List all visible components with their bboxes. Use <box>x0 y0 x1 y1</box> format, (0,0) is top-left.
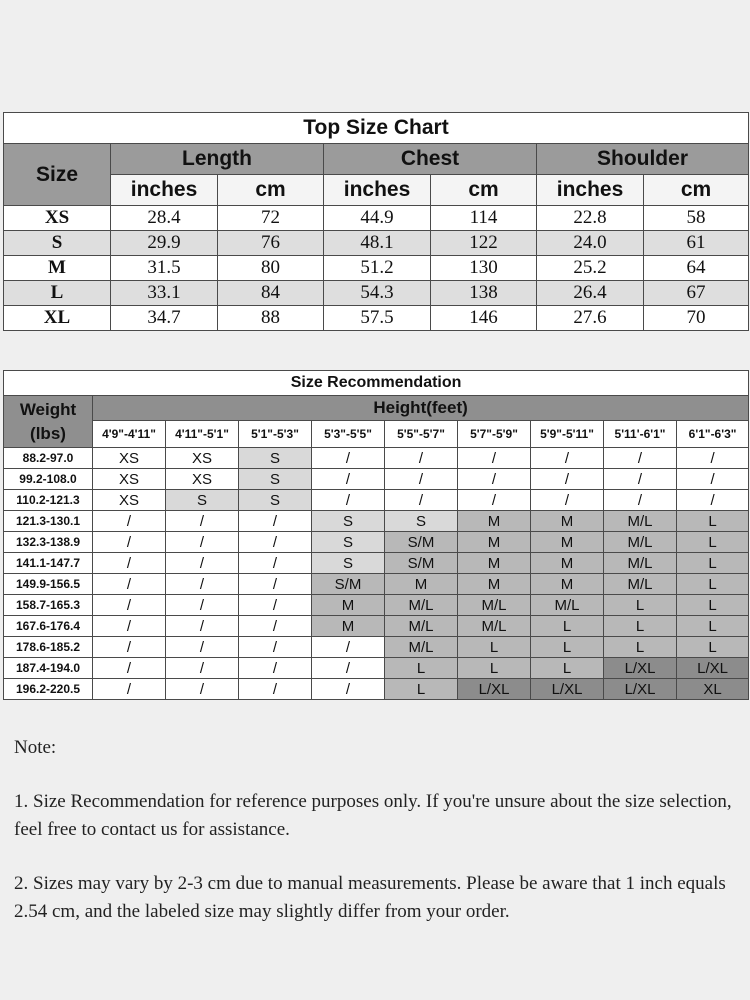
size-label: XS <box>4 206 111 231</box>
shoulder-header: Shoulder <box>537 144 749 175</box>
measurement-cell: 61 <box>644 231 749 256</box>
table-row <box>4 532 749 553</box>
height-header: Height(feet) <box>93 396 749 421</box>
recommended-size-cell: S/M <box>385 532 458 553</box>
recommended-size-cell: / <box>385 490 458 511</box>
recommended-size-cell: L <box>604 637 677 658</box>
table-row <box>4 574 749 595</box>
recommended-size-cell: L <box>677 637 749 658</box>
note-title: Note: <box>14 737 57 758</box>
size-header: Size <box>4 144 111 206</box>
recommended-size-cell: S <box>312 553 385 574</box>
recommended-size-cell: L <box>677 616 749 637</box>
recommended-size-cell: S <box>239 490 312 511</box>
weight-label: 178.6-185.2 <box>4 637 93 658</box>
measurement-cell: 54.3 <box>324 281 431 306</box>
measurement-cell: 29.9 <box>111 231 218 256</box>
weight-label: 187.4-194.0 <box>4 658 93 679</box>
height-column-header: 5'1"-5'3" <box>239 421 312 448</box>
weight-label: 88.2-97.0 <box>4 448 93 469</box>
recommended-size-cell: / <box>604 490 677 511</box>
height-column-header: 4'11"-5'1" <box>166 421 239 448</box>
recommended-size-cell: / <box>239 616 312 637</box>
table-row <box>4 637 749 658</box>
recommended-size-cell: M <box>385 574 458 595</box>
recommended-size-cell: L <box>677 553 749 574</box>
recommended-size-cell: / <box>166 679 239 700</box>
recommended-size-cell: M/L <box>604 511 677 532</box>
recommended-size-cell: / <box>677 448 749 469</box>
table-row <box>4 658 749 679</box>
recommended-size-cell: M/L <box>385 595 458 616</box>
measurement-cell: 25.2 <box>537 256 644 281</box>
recommended-size-cell: S <box>385 511 458 532</box>
table-row <box>4 231 749 256</box>
height-column-header: 5'11'-6'1" <box>604 421 677 448</box>
recommended-size-cell: / <box>312 679 385 700</box>
height-column-header: 5'3"-5'5" <box>312 421 385 448</box>
weight-label: 99.2-108.0 <box>4 469 93 490</box>
unit-header: cm <box>218 175 324 206</box>
table-row <box>4 256 749 281</box>
weight-label: 141.1-147.7 <box>4 553 93 574</box>
recommended-size-cell: XS <box>93 490 166 511</box>
recommended-size-cell: / <box>312 469 385 490</box>
measurement-cell: 27.6 <box>537 306 644 331</box>
recommended-size-cell: / <box>166 574 239 595</box>
measurement-cell: 31.5 <box>111 256 218 281</box>
recommended-size-cell: / <box>458 469 531 490</box>
recommended-size-cell: / <box>93 679 166 700</box>
table-row <box>4 616 749 637</box>
recommended-size-cell: L/XL <box>677 658 749 679</box>
recommended-size-cell: / <box>239 532 312 553</box>
recommended-size-cell: M <box>458 574 531 595</box>
recommended-size-cell: L <box>385 658 458 679</box>
recommendation-title: Size Recommendation <box>4 371 749 396</box>
length-header: Length <box>111 144 324 175</box>
recommended-size-cell: / <box>93 574 166 595</box>
recommended-size-cell: / <box>166 637 239 658</box>
recommended-size-cell: M/L <box>604 553 677 574</box>
table-row <box>4 306 749 331</box>
recommended-size-cell: / <box>93 532 166 553</box>
measurement-cell: 26.4 <box>537 281 644 306</box>
weight-label: 196.2-220.5 <box>4 679 93 700</box>
recommended-size-cell: / <box>531 469 604 490</box>
recommended-size-cell: M <box>531 574 604 595</box>
recommended-size-cell: L <box>531 637 604 658</box>
note-2: 2. Sizes may vary by 2-3 cm due to manual measurements. Please be aware that 1 inch equals 2.54 cm, and the labeled size may slightly differ from your order. <box>14 873 726 922</box>
recommended-size-cell: M/L <box>458 616 531 637</box>
measurement-cell: 33.1 <box>111 281 218 306</box>
recommended-size-cell: M <box>312 616 385 637</box>
size-label: L <box>4 281 111 306</box>
recommended-size-cell: L <box>385 679 458 700</box>
table-row <box>4 595 749 616</box>
recommended-size-cell: L <box>458 637 531 658</box>
recommended-size-cell: L <box>604 616 677 637</box>
recommended-size-cell: M/L <box>604 574 677 595</box>
unit-header: inches <box>111 175 218 206</box>
recommended-size-cell: M/L <box>458 595 531 616</box>
measurement-cell: 72 <box>218 206 324 231</box>
recommended-size-cell: XS <box>93 469 166 490</box>
recommended-size-cell: XS <box>93 448 166 469</box>
chest-header: Chest <box>324 144 537 175</box>
table-row <box>4 448 749 469</box>
weight-header <box>4 396 93 448</box>
top-size-chart <box>3 112 749 331</box>
height-column-header: 4'9"-4'11" <box>93 421 166 448</box>
measurement-cell: 24.0 <box>537 231 644 256</box>
measurement-cell: 80 <box>218 256 324 281</box>
recommended-size-cell: L/XL <box>531 679 604 700</box>
unit-header: inches <box>537 175 644 206</box>
weight-label: 110.2-121.3 <box>4 490 93 511</box>
recommended-size-cell: / <box>93 637 166 658</box>
weight-label: 132.3-138.9 <box>4 532 93 553</box>
recommended-size-cell: / <box>93 658 166 679</box>
recommended-size-cell: M <box>458 553 531 574</box>
table-row <box>4 511 749 532</box>
recommended-size-cell: / <box>166 658 239 679</box>
recommended-size-cell: S <box>239 448 312 469</box>
recommended-size-cell: XL <box>677 679 749 700</box>
recommended-size-cell: / <box>239 595 312 616</box>
unit-header: cm <box>431 175 537 206</box>
recommended-size-cell: / <box>239 511 312 532</box>
recommended-size-cell: L/XL <box>458 679 531 700</box>
recommended-size-cell: / <box>166 511 239 532</box>
measurement-cell: 88 <box>218 306 324 331</box>
recommended-size-cell: S <box>166 490 239 511</box>
recommended-size-cell: L <box>677 532 749 553</box>
height-column-header: 5'9"-5'11" <box>531 421 604 448</box>
table-row <box>4 206 749 231</box>
recommended-size-cell: / <box>93 595 166 616</box>
measurement-cell: 64 <box>644 256 749 281</box>
recommended-size-cell: XS <box>166 448 239 469</box>
note-1: 1. Size Recommendation for reference purposes only. If you're unsure about the size selection, feel free to contact us for assistance. <box>14 791 732 840</box>
recommended-size-cell: / <box>166 532 239 553</box>
recommended-size-cell: XS <box>166 469 239 490</box>
table-row <box>4 469 749 490</box>
recommended-size-cell: / <box>239 574 312 595</box>
recommended-size-cell: L <box>458 658 531 679</box>
measurement-cell: 84 <box>218 281 324 306</box>
recommended-size-cell: / <box>239 553 312 574</box>
recommended-size-cell: S <box>239 469 312 490</box>
measurement-cell: 70 <box>644 306 749 331</box>
recommended-size-cell: M <box>458 532 531 553</box>
measurement-cell: 146 <box>431 306 537 331</box>
table-row <box>4 490 749 511</box>
top-chart-title: Top Size Chart <box>4 113 749 144</box>
recommended-size-cell: S/M <box>312 574 385 595</box>
recommended-size-cell: L <box>531 658 604 679</box>
recommended-size-cell: M <box>458 511 531 532</box>
recommended-size-cell: L/XL <box>604 658 677 679</box>
height-column-header: 6'1"-6'3" <box>677 421 749 448</box>
measurement-cell: 34.7 <box>111 306 218 331</box>
measurement-cell: 28.4 <box>111 206 218 231</box>
recommended-size-cell: / <box>531 490 604 511</box>
size-recommendation-table <box>3 370 749 700</box>
size-label: M <box>4 256 111 281</box>
recommended-size-cell: M <box>312 595 385 616</box>
weight-label: 158.7-165.3 <box>4 595 93 616</box>
recommended-size-cell: / <box>93 616 166 637</box>
recommended-size-cell: / <box>531 448 604 469</box>
measurement-cell: 114 <box>431 206 537 231</box>
recommended-size-cell: M <box>531 511 604 532</box>
recommended-size-cell: S <box>312 511 385 532</box>
recommended-size-cell: M <box>531 532 604 553</box>
weight-label: 121.3-130.1 <box>4 511 93 532</box>
recommended-size-cell: / <box>93 511 166 532</box>
measurement-cell: 122 <box>431 231 537 256</box>
recommended-size-cell: M/L <box>604 532 677 553</box>
recommended-size-cell: / <box>312 490 385 511</box>
table-row <box>4 679 749 700</box>
recommended-size-cell: L <box>531 616 604 637</box>
recommended-size-cell: / <box>312 448 385 469</box>
unit-header: inches <box>324 175 431 206</box>
measurement-cell: 130 <box>431 256 537 281</box>
recommended-size-cell: L <box>677 511 749 532</box>
recommended-size-cell: / <box>677 490 749 511</box>
weight-label: 149.9-156.5 <box>4 574 93 595</box>
measurement-cell: 44.9 <box>324 206 431 231</box>
recommended-size-cell: / <box>677 469 749 490</box>
recommended-size-cell: / <box>385 448 458 469</box>
recommended-size-cell: L <box>677 595 749 616</box>
recommended-size-cell: / <box>312 637 385 658</box>
recommended-size-cell: / <box>166 595 239 616</box>
recommended-size-cell: S/M <box>385 553 458 574</box>
measurement-cell: 138 <box>431 281 537 306</box>
size-label: XL <box>4 306 111 331</box>
size-label: S <box>4 231 111 256</box>
recommended-size-cell: / <box>239 679 312 700</box>
recommended-size-cell: / <box>604 448 677 469</box>
recommended-size-cell: / <box>239 658 312 679</box>
recommended-size-cell: / <box>458 448 531 469</box>
unit-header: cm <box>644 175 749 206</box>
recommended-size-cell: L/XL <box>604 679 677 700</box>
measurement-cell: 67 <box>644 281 749 306</box>
height-column-header: 5'7"-5'9" <box>458 421 531 448</box>
height-column-header: 5'5"-5'7" <box>385 421 458 448</box>
recommended-size-cell: L <box>677 574 749 595</box>
measurement-cell: 51.2 <box>324 256 431 281</box>
recommended-size-cell: / <box>239 637 312 658</box>
recommended-size-cell: / <box>312 658 385 679</box>
weight-label: 167.6-176.4 <box>4 616 93 637</box>
recommended-size-cell: M/L <box>385 637 458 658</box>
measurement-cell: 76 <box>218 231 324 256</box>
table-row <box>4 281 749 306</box>
table-row <box>4 553 749 574</box>
measurement-cell: 57.5 <box>324 306 431 331</box>
recommended-size-cell: / <box>166 553 239 574</box>
measurement-cell: 48.1 <box>324 231 431 256</box>
recommended-size-cell: M/L <box>385 616 458 637</box>
recommended-size-cell: / <box>93 553 166 574</box>
weight-header-line2: (lbs) <box>30 423 66 443</box>
recommended-size-cell: S <box>312 532 385 553</box>
measurement-cell: 58 <box>644 206 749 231</box>
recommended-size-cell: / <box>166 616 239 637</box>
measurement-cell: 22.8 <box>537 206 644 231</box>
recommended-size-cell: M/L <box>531 595 604 616</box>
recommended-size-cell: / <box>604 469 677 490</box>
recommended-size-cell: L <box>604 595 677 616</box>
recommended-size-cell: / <box>458 490 531 511</box>
recommended-size-cell: M <box>531 553 604 574</box>
recommended-size-cell: / <box>385 469 458 490</box>
weight-header-line1: Weight <box>19 399 77 419</box>
